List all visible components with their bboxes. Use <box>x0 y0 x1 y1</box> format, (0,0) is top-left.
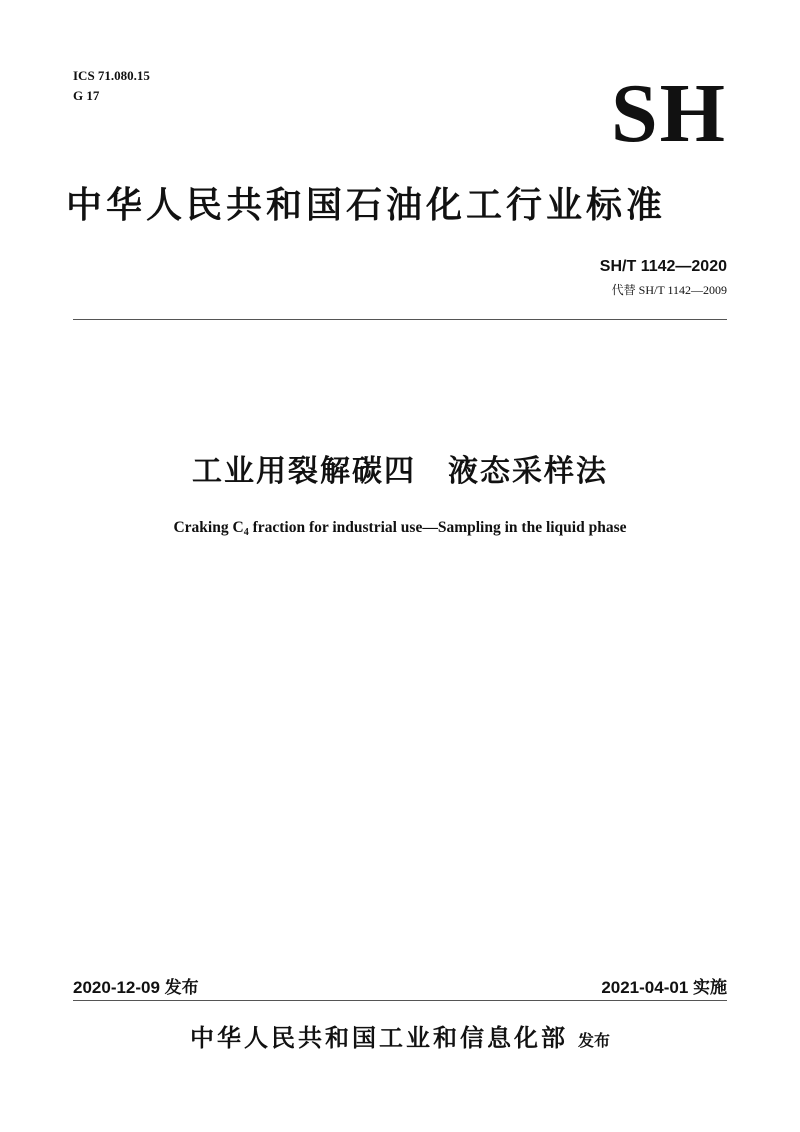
industry-standard-title: 中华人民共和国石油化工行业标准 <box>66 185 667 226</box>
replaced-standard: 代替 SH/T 1142—2009 <box>611 283 727 297</box>
english-title-subscript: 4 <box>243 527 249 538</box>
english-title-suffix: fraction for industrial use—Sampling in the liquid phase <box>248 519 627 536</box>
publisher-verb: 发布 <box>577 1031 610 1050</box>
english-title-prefix: Craking C <box>173 519 244 536</box>
ics-code: ICS 71.080.15 <box>73 68 150 83</box>
standard-number: SH/T 1142—2020 <box>599 258 727 275</box>
publisher-line <box>0 1020 800 1059</box>
top-divider <box>73 319 727 320</box>
ccs-code: G 17 <box>73 88 100 103</box>
issue-date: 2020-12-09 发布 <box>73 978 199 997</box>
publisher-name: 中华人民共和国工业和信息化部 <box>189 1024 568 1052</box>
implementation-date: 2021-04-01 实施 <box>601 978 727 997</box>
chinese-title: 工业用裂解碳四 液态采样法 <box>192 454 608 489</box>
sh-standard-logo: SH <box>610 67 727 160</box>
english-title <box>0 517 800 539</box>
bottom-divider <box>73 1000 727 1001</box>
